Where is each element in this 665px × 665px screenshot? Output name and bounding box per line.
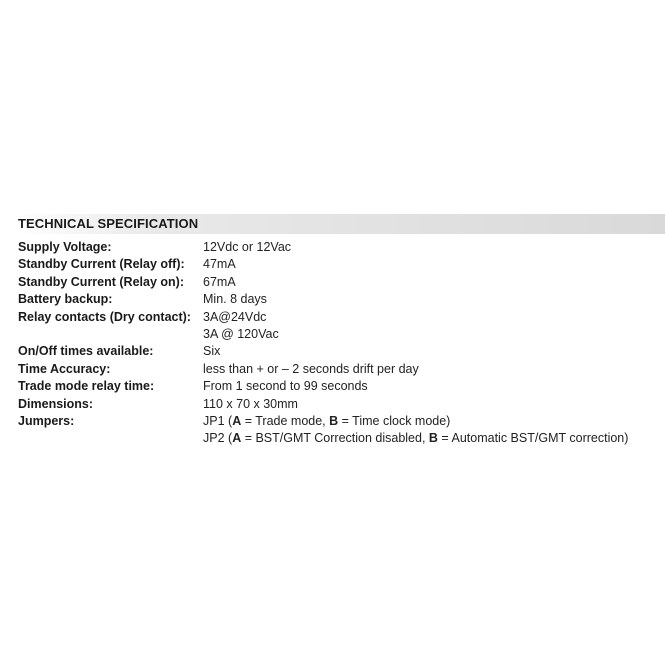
spec-row-battery: [18, 291, 628, 308]
spec-row-standby-on: [18, 274, 628, 291]
jp2-a-key: A: [232, 431, 242, 446]
spec-label: Standby Current (Relay off):: [18, 257, 185, 272]
spec-row-supply-voltage: [18, 239, 628, 256]
spec-value: 110 x 70 x 30mm: [203, 396, 298, 411]
jp2-prefix: JP2 (: [203, 431, 233, 446]
spec-label: Supply Voltage:: [18, 240, 112, 254]
spec-row-jumpers-continued: [18, 430, 628, 447]
spec-label: Jumpers:: [18, 414, 75, 429]
spec-row-onoff: [18, 343, 628, 360]
spec-row-accuracy: [18, 361, 628, 378]
jp2-b-text: = Automatic BST/GMT correction): [437, 431, 629, 446]
spec-label: Trade mode relay time:: [18, 379, 155, 394]
spec-row-dimensions: [18, 396, 628, 413]
spec-label-empty: [18, 326, 203, 343]
spec-value: less than + or – 2 seconds drift per day: [203, 361, 419, 376]
spec-value: Six: [203, 344, 221, 359]
technical-specification-section: [0, 214, 665, 446]
spec-label: Battery backup:: [18, 292, 113, 307]
spec-value: 47mA: [203, 257, 236, 272]
spec-value: 12Vdc or 12Vac: [203, 240, 292, 254]
spec-label: Time Accuracy:: [18, 361, 111, 376]
spec-value: 67mA: [203, 274, 236, 289]
jp2-b-key: B: [428, 431, 438, 446]
spec-row-standby-off: [18, 256, 628, 273]
spec-row-trade-relay: [18, 378, 628, 395]
spec-value-jp2: [203, 430, 628, 447]
jp1-b-text: = Time clock mode): [338, 414, 451, 429]
spec-value: 3A@24Vdc: [203, 309, 267, 324]
spec-row-jumpers: [18, 413, 628, 430]
section-title: TECHNICAL SPECIFICATION: [18, 216, 199, 231]
spec-value: 3A @ 120Vac: [203, 327, 279, 342]
spec-value-jp1: [203, 413, 628, 430]
spec-value: From 1 second to 99 seconds: [203, 379, 368, 394]
spec-label: Dimensions:: [18, 396, 94, 411]
jp2-a-text: = BST/GMT Correction disabled,: [241, 431, 429, 446]
spec-row-relay: [18, 309, 628, 326]
jp1-b-key: B: [329, 414, 339, 429]
spec-table: [18, 239, 628, 448]
spec-label-empty: [18, 430, 203, 447]
jp1-a-key: A: [232, 414, 242, 429]
spec-label: Standby Current (Relay on):: [18, 274, 184, 289]
spec-label: On/Off times available:: [18, 344, 154, 359]
spec-row-relay-continued: [18, 326, 628, 343]
section-header-bar: [14, 214, 665, 234]
spec-label: Relay contacts (Dry contact):: [18, 309, 191, 324]
jp1-prefix: JP1 (: [203, 414, 233, 429]
spec-value: Min. 8 days: [203, 292, 267, 307]
jp1-a-text: = Trade mode,: [241, 414, 330, 429]
